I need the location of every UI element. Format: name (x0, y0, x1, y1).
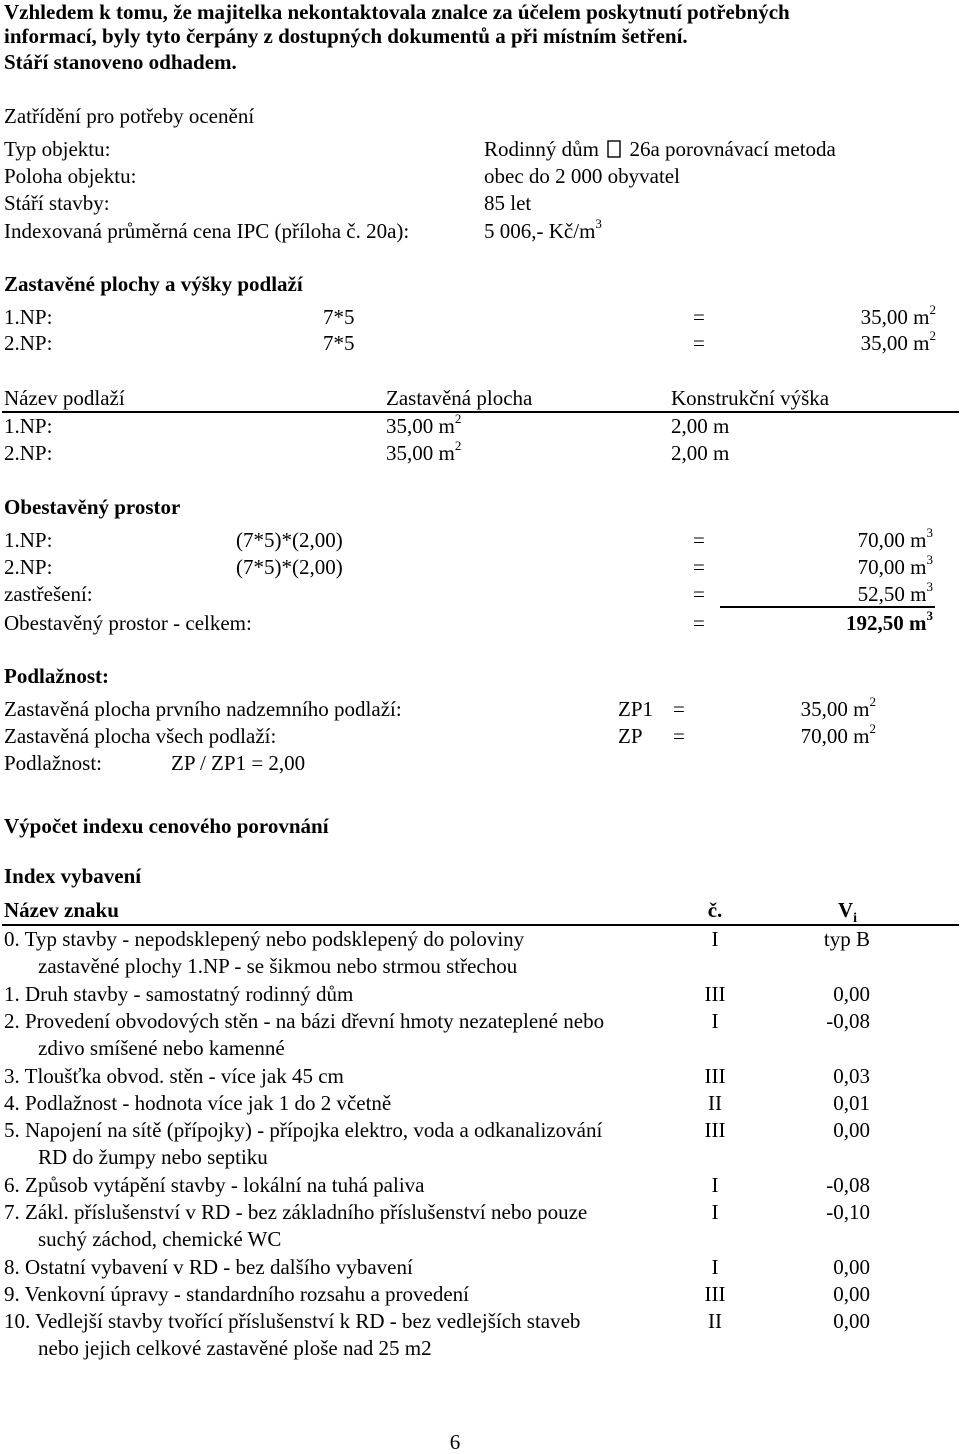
floors-row-2-area (386, 438, 462, 465)
checkbox-symbol-icon (604, 138, 624, 160)
floors-row-1-height: 2,00 m (671, 414, 730, 438)
type-value-text: Rodinný dům (484, 137, 599, 161)
index-item-text: 2. Provedení obvodových stěn - na bázi dřevní hmoty nezateplené nebo (4, 1009, 605, 1033)
volume-total-eq: = (693, 611, 705, 635)
location-label: Poloha objektu: (4, 164, 137, 188)
page-number: 6 (449, 1430, 461, 1454)
index-item-num: I (711, 1255, 719, 1279)
areas-title: Zastavěné plochy a výšky podlaží (4, 272, 303, 296)
volume-row-1-calc: (7*5)*(2,00) (236, 528, 343, 552)
volume-row-1-eq: = (693, 528, 705, 552)
index-item-value: typ B (823, 927, 870, 951)
volume-row-1-result (857, 525, 933, 552)
volume-row-2-calc: (7*5)*(2,00) (236, 555, 343, 579)
type-label: Typ objektu: (4, 137, 111, 161)
podlaznost-row-1-exp: 2 (869, 694, 876, 709)
area-row-1-eq: = (693, 305, 705, 329)
podlaznost-title: Podlažnost: (4, 664, 109, 688)
index-item-value: -0,08 (826, 1009, 870, 1033)
floors-row-1-area (386, 411, 462, 438)
podlaznost-row-1-value (800, 694, 876, 721)
index-item-num: I (711, 927, 719, 951)
ipc-value-text: 5 006,- Kč/m (484, 219, 596, 243)
area-row-1-calc: 7*5 (323, 305, 355, 329)
index-item-text-cont: zastavěné plochy 1.NP - se šikmou nebo strmou střechou (38, 954, 518, 978)
index-title: Výpočet indexu cenového porovnání (4, 814, 329, 838)
index-item-num: III (704, 1282, 726, 1306)
index-item-text: 0. Typ stavby - nepodsklepený nebo podsklepený do poloviny (4, 927, 525, 951)
volume-row-2-eq: = (693, 555, 705, 579)
index-item-num: III (704, 1064, 726, 1088)
intro-line-3: Stáří stanoveno odhadem. (4, 50, 237, 74)
area-row-2-exp: 2 (929, 328, 936, 343)
floors-row-1-name: 1.NP: (4, 414, 53, 438)
index-item-text-cont: nebo jejich celkové zastavěné ploše nad 25 m2 (38, 1336, 432, 1360)
volume-row-3-value: 52,50 m (857, 582, 927, 606)
floors-header-area: Zastavěná plocha (386, 386, 533, 410)
intro-line-2: informací, byly tyto čerpány z dostupných dokumentů a při místním šetření. (4, 24, 688, 48)
age-label: Stáří stavby: (4, 191, 110, 215)
ipc-value-exp: 3 (595, 216, 602, 231)
index-item-value: 0,00 (833, 1282, 870, 1306)
podlaznost-row-2-label: Zastavěná plocha všech podlaží: (4, 724, 277, 748)
volume-row-3-label: zastřešení: (4, 582, 93, 606)
volume-total-value: 192,50 m (846, 611, 927, 635)
podlaznost-row-1-num: 35,00 m (800, 697, 870, 721)
index-item-value: 0,00 (833, 1309, 870, 1333)
ipc-value (484, 216, 602, 243)
index-item-text-cont: zdivo smíšené nebo kamenné (38, 1036, 285, 1060)
volume-row-3-exp: 3 (926, 579, 933, 594)
index-header-rule (2, 924, 959, 926)
index-item-text-cont: RD do žumpy nebo septiku (38, 1145, 268, 1169)
volume-row-2-label: 2.NP: (4, 555, 53, 579)
index-col-v-text: V (838, 898, 854, 922)
podlaznost-row-1-eq: = (673, 697, 685, 721)
floors-row-2-area-exp: 2 (454, 438, 462, 453)
index-item-text: 3. Tloušťka obvod. stěn - více jak 45 cm (4, 1064, 344, 1088)
area-row-2-floor: 2.NP: (4, 331, 53, 355)
area-row-1-exp: 2 (929, 302, 936, 317)
index-item-num: I (711, 1173, 719, 1197)
index-col-v (838, 898, 858, 927)
index-item-value: 0,00 (833, 982, 870, 1006)
volume-row-1-exp: 3 (926, 525, 933, 540)
volume-row-1-value: 70,00 m (857, 528, 927, 552)
volume-row-3-eq: = (693, 582, 705, 606)
index-item-num: II (708, 1309, 722, 1333)
location-value: obec do 2 000 obyvatel (484, 164, 680, 188)
index-item-value: 0,01 (833, 1091, 870, 1115)
podlaznost-row-2-num: 70,00 m (800, 724, 870, 748)
volume-total-label: Obestavěný prostor - celkem: (4, 611, 252, 635)
index-item-text: 9. Venkovní úpravy - standardního rozsahu a provedení (4, 1282, 469, 1306)
index-item-value: 0,00 (833, 1255, 870, 1279)
index-col-name: Název znaku (4, 898, 119, 922)
podlaznost-result-value: ZP / ZP1 = 2,00 (171, 751, 306, 775)
floors-header-name: Název podlaží (4, 386, 125, 410)
index-item-text-cont: suchý záchod, chemické WC (38, 1227, 282, 1251)
podlaznost-row-2-code: ZP (618, 724, 643, 748)
age-value: 85 let (484, 191, 532, 215)
index-item-num: I (711, 1200, 719, 1224)
index-item-num: I (711, 1009, 719, 1033)
volume-row-3-result (857, 579, 933, 606)
index-subtitle: Index vybavení (4, 864, 142, 888)
volume-row-2-value: 70,00 m (857, 555, 927, 579)
index-item-num: III (704, 982, 726, 1006)
area-row-1-result (860, 302, 936, 329)
area-row-2-value: 35,00 m (860, 331, 930, 355)
floors-row-2-name: 2.NP: (4, 441, 53, 465)
area-row-2-result (860, 328, 936, 355)
index-item-num: II (708, 1091, 722, 1115)
index-item-text: 1. Druh stavby - samostatný rodinný dům (4, 982, 354, 1006)
area-row-1-floor: 1.NP: (4, 305, 53, 329)
floors-row-2-area-value: 35,00 m (386, 441, 455, 465)
index-item-value: -0,10 (826, 1200, 870, 1224)
volume-total-exp: 3 (926, 608, 933, 623)
classification-title: Zatřídění pro potřeby ocenění (4, 104, 255, 128)
podlaznost-row-2-value (800, 721, 876, 748)
floors-row-1-area-exp: 2 (454, 411, 462, 426)
index-col-num: č. (707, 898, 723, 922)
floors-row-1-area-value: 35,00 m (386, 414, 455, 438)
area-row-1-value: 35,00 m (860, 305, 930, 329)
volume-total-result (846, 608, 933, 635)
index-item-text: 8. Ostatní vybavení v RD - bez dalšího vybavení (4, 1255, 413, 1279)
index-item-text: 5. Napojení na sítě (přípojky) - přípojka elektro, voda a odkanalizování (4, 1118, 603, 1142)
floors-row-2-height: 2,00 m (671, 441, 730, 465)
floors-header-height: Konstrukční výška (671, 386, 830, 410)
index-item-value: -0,08 (826, 1173, 870, 1197)
area-row-2-calc: 7*5 (323, 331, 355, 355)
index-item-value: 0,03 (833, 1064, 870, 1088)
index-item-text: 10. Vedlejší stavby tvořící příslušenství k RD - bez vedlejších staveb (4, 1309, 581, 1333)
index-item-text: 7. Zákl. příslušenství v RD - bez základního příslušenství nebo pouze (4, 1200, 588, 1224)
type-value-method: 26a porovnávací metoda (629, 137, 836, 161)
volume-title: Obestavěný prostor (4, 495, 181, 519)
podlaznost-row-2-eq: = (673, 724, 685, 748)
podlaznost-result-label: Podlažnost: (4, 751, 102, 775)
index-item-num: III (704, 1118, 726, 1142)
volume-row-2-exp: 3 (926, 552, 933, 567)
area-row-2-eq: = (693, 331, 705, 355)
ipc-label: Indexovaná průměrná cena IPC (příloha č. 20a): (4, 219, 410, 243)
index-item-value: 0,00 (833, 1118, 870, 1142)
intro-line-1: Vzhledem k tomu, že majitelka nekontaktovala znalce za účelem poskytnutí potřebných (4, 0, 790, 24)
index-col-v-sub: i (853, 911, 858, 927)
podlaznost-row-1-code: ZP1 (618, 697, 654, 721)
floors-header-rule (2, 411, 959, 413)
type-value (484, 137, 836, 161)
podlaznost-row-1-label: Zastavěná plocha prvního nadzemního podlaží: (4, 697, 402, 721)
index-item-text: 4. Podlažnost - hodnota více jak 1 do 2 včetně (4, 1091, 392, 1115)
podlaznost-row-2-exp: 2 (869, 721, 876, 736)
volume-sum-rule (720, 606, 935, 608)
volume-row-1-label: 1.NP: (4, 528, 53, 552)
index-item-text: 6. Způsob vytápění stavby - lokální na tuhá paliva (4, 1173, 425, 1197)
volume-row-2-result (857, 552, 933, 579)
